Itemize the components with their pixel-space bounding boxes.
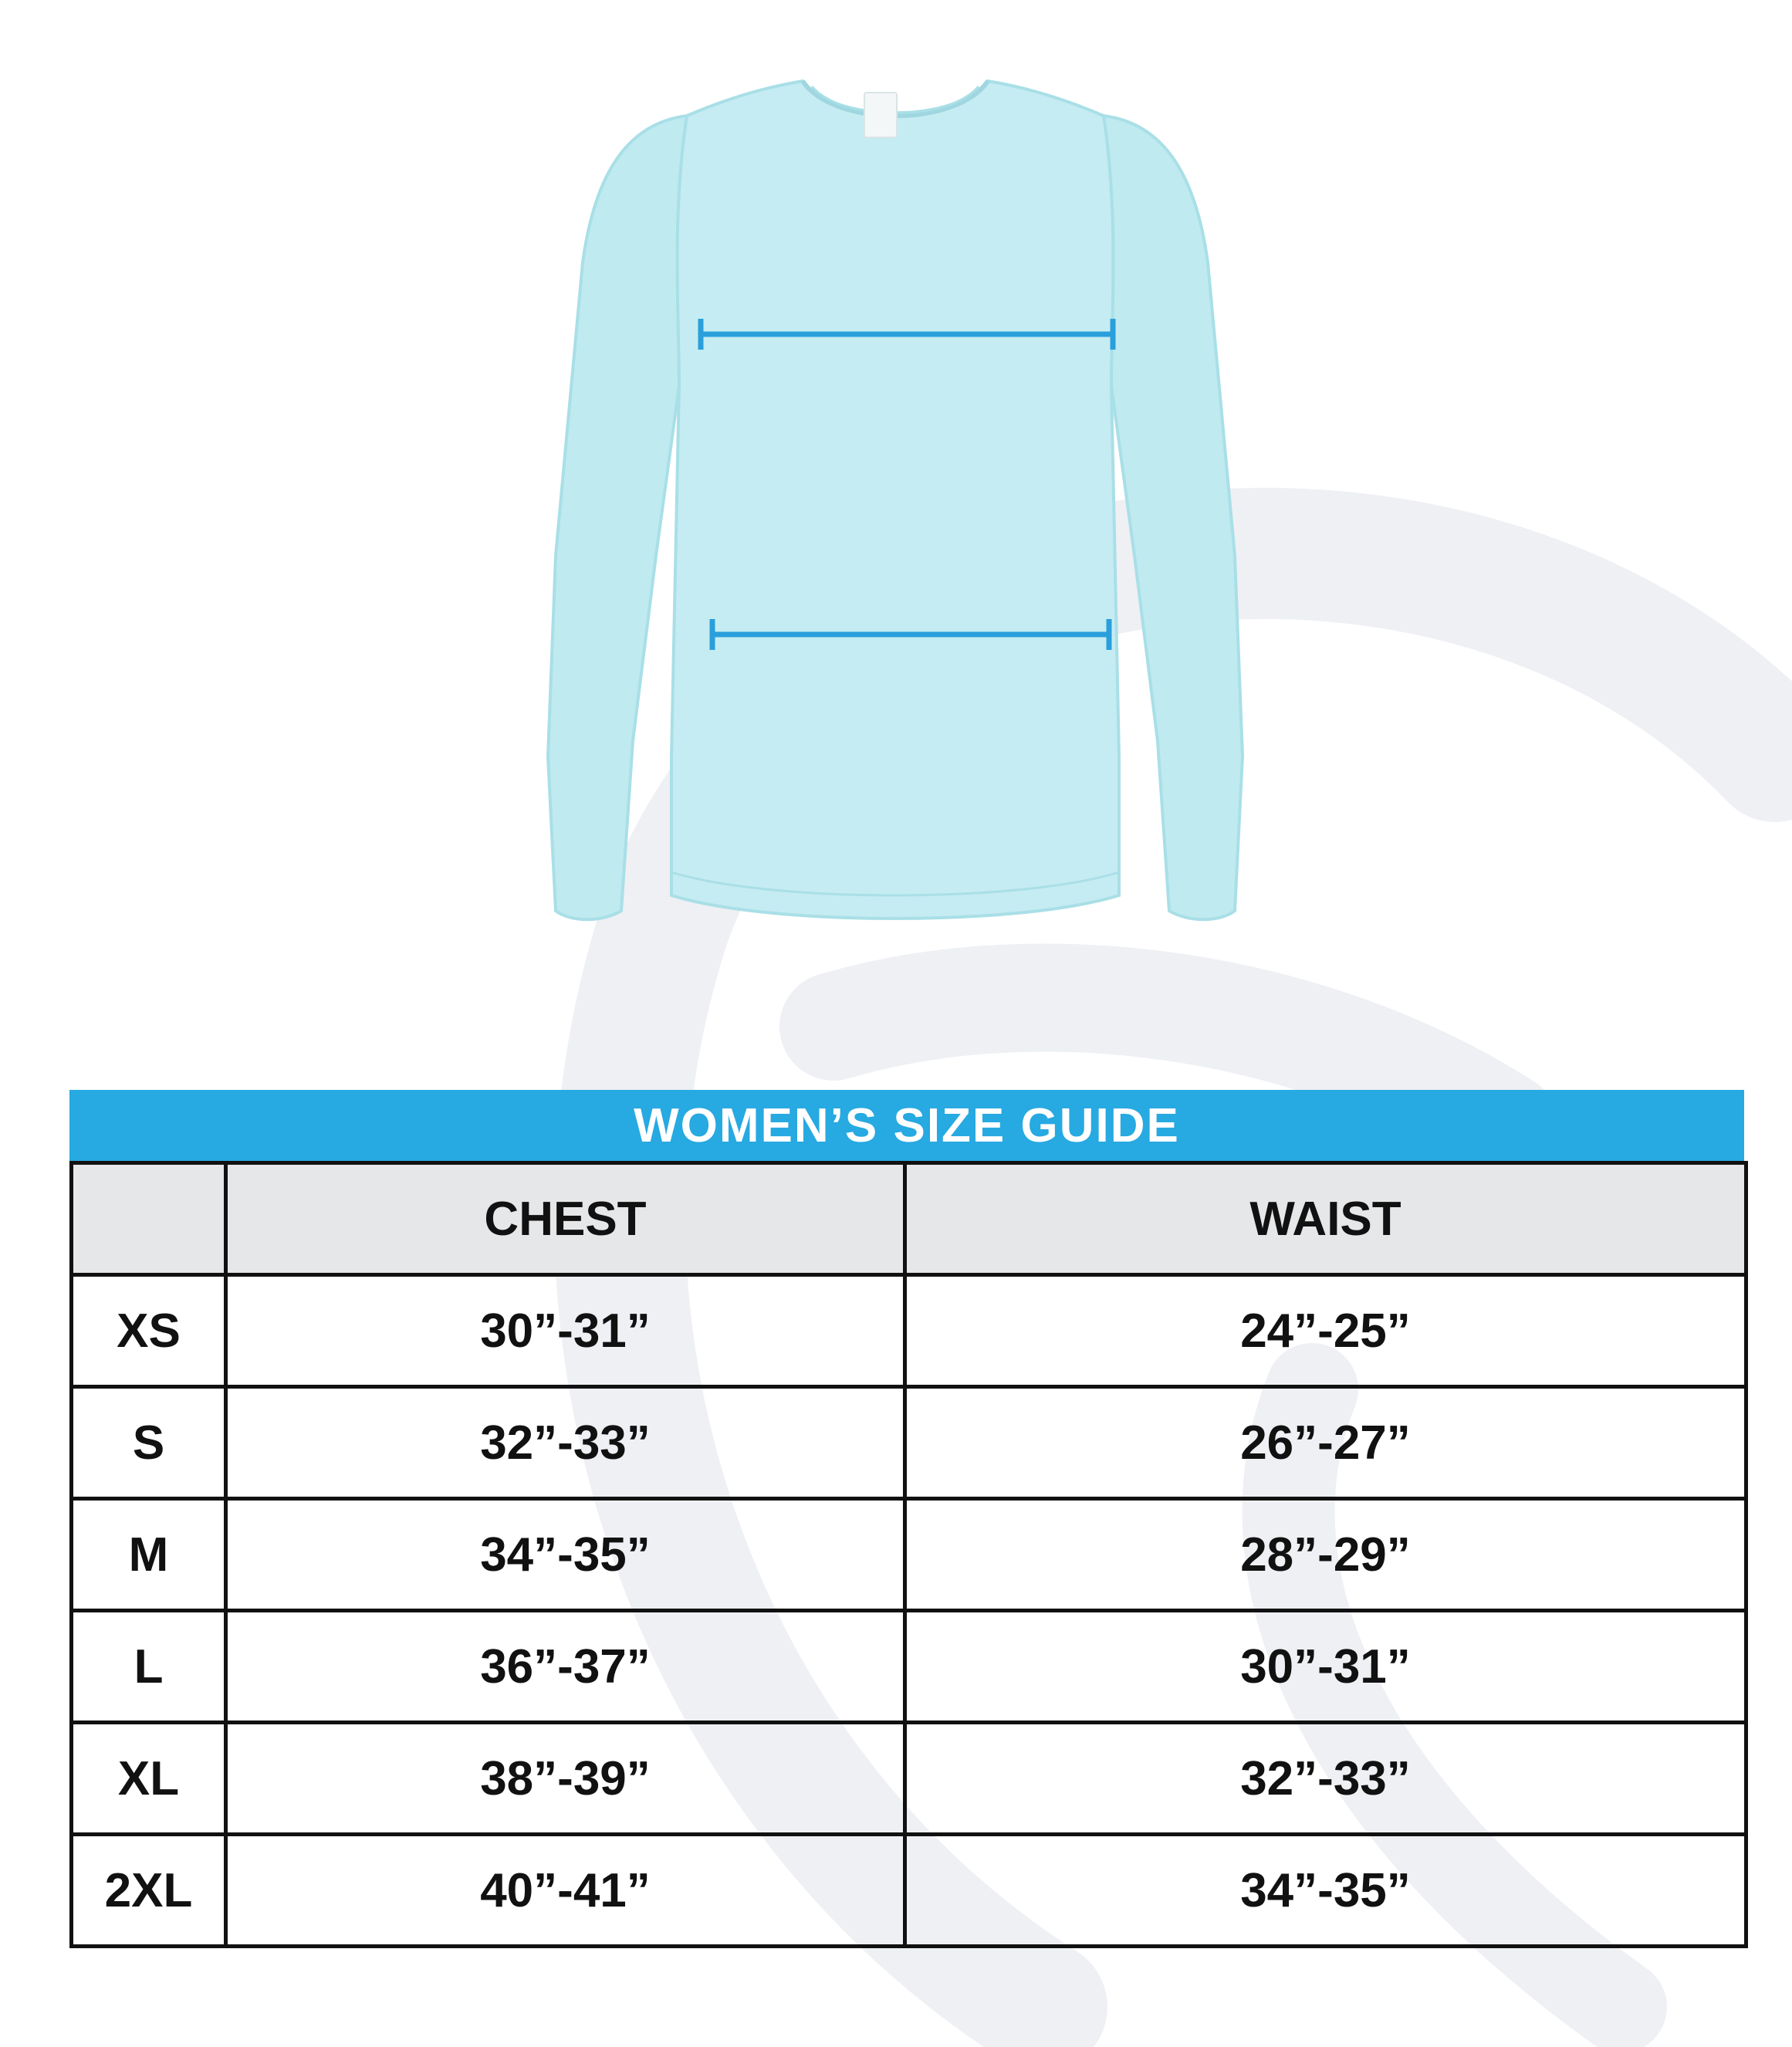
chest-value: 30”-31” [226, 1275, 905, 1387]
size-label: 2XL [72, 1835, 226, 1947]
table-header-row [72, 1163, 1746, 1275]
waist-value: 24”-25” [905, 1275, 1746, 1387]
table-row [72, 1499, 1746, 1611]
shirt-body [548, 81, 1243, 919]
table-row [72, 1387, 1746, 1499]
waist-value: 32”-33” [905, 1723, 1746, 1835]
waist-value: 26”-27” [905, 1387, 1746, 1499]
size-guide-title: WOMEN’S SIZE GUIDE [69, 1090, 1744, 1161]
header-chest: CHEST [226, 1163, 905, 1275]
table-row [72, 1723, 1746, 1835]
size-label: S [72, 1387, 226, 1499]
size-guide [69, 1090, 1744, 1979]
chest-value: 36”-37” [226, 1611, 905, 1723]
chest-value: 40”-41” [226, 1835, 905, 1947]
waist-value: 28”-29” [905, 1499, 1746, 1611]
size-label: XL [72, 1723, 226, 1835]
header-waist: WAIST [905, 1163, 1746, 1275]
table-row [72, 1835, 1746, 1947]
waist-value: 30”-31” [905, 1611, 1746, 1723]
size-table [69, 1161, 1748, 1948]
size-label: XS [72, 1275, 226, 1387]
table-row [72, 1611, 1746, 1723]
shirt-illustration [525, 62, 1266, 973]
table-row [72, 1275, 1746, 1387]
size-label: M [72, 1499, 226, 1611]
size-label: L [72, 1611, 226, 1723]
chest-value: 32”-33” [226, 1387, 905, 1499]
header-size-cell [72, 1163, 226, 1275]
waist-value: 34”-35” [905, 1835, 1746, 1947]
chest-value: 34”-35” [226, 1499, 905, 1611]
chest-value: 38”-39” [226, 1723, 905, 1835]
